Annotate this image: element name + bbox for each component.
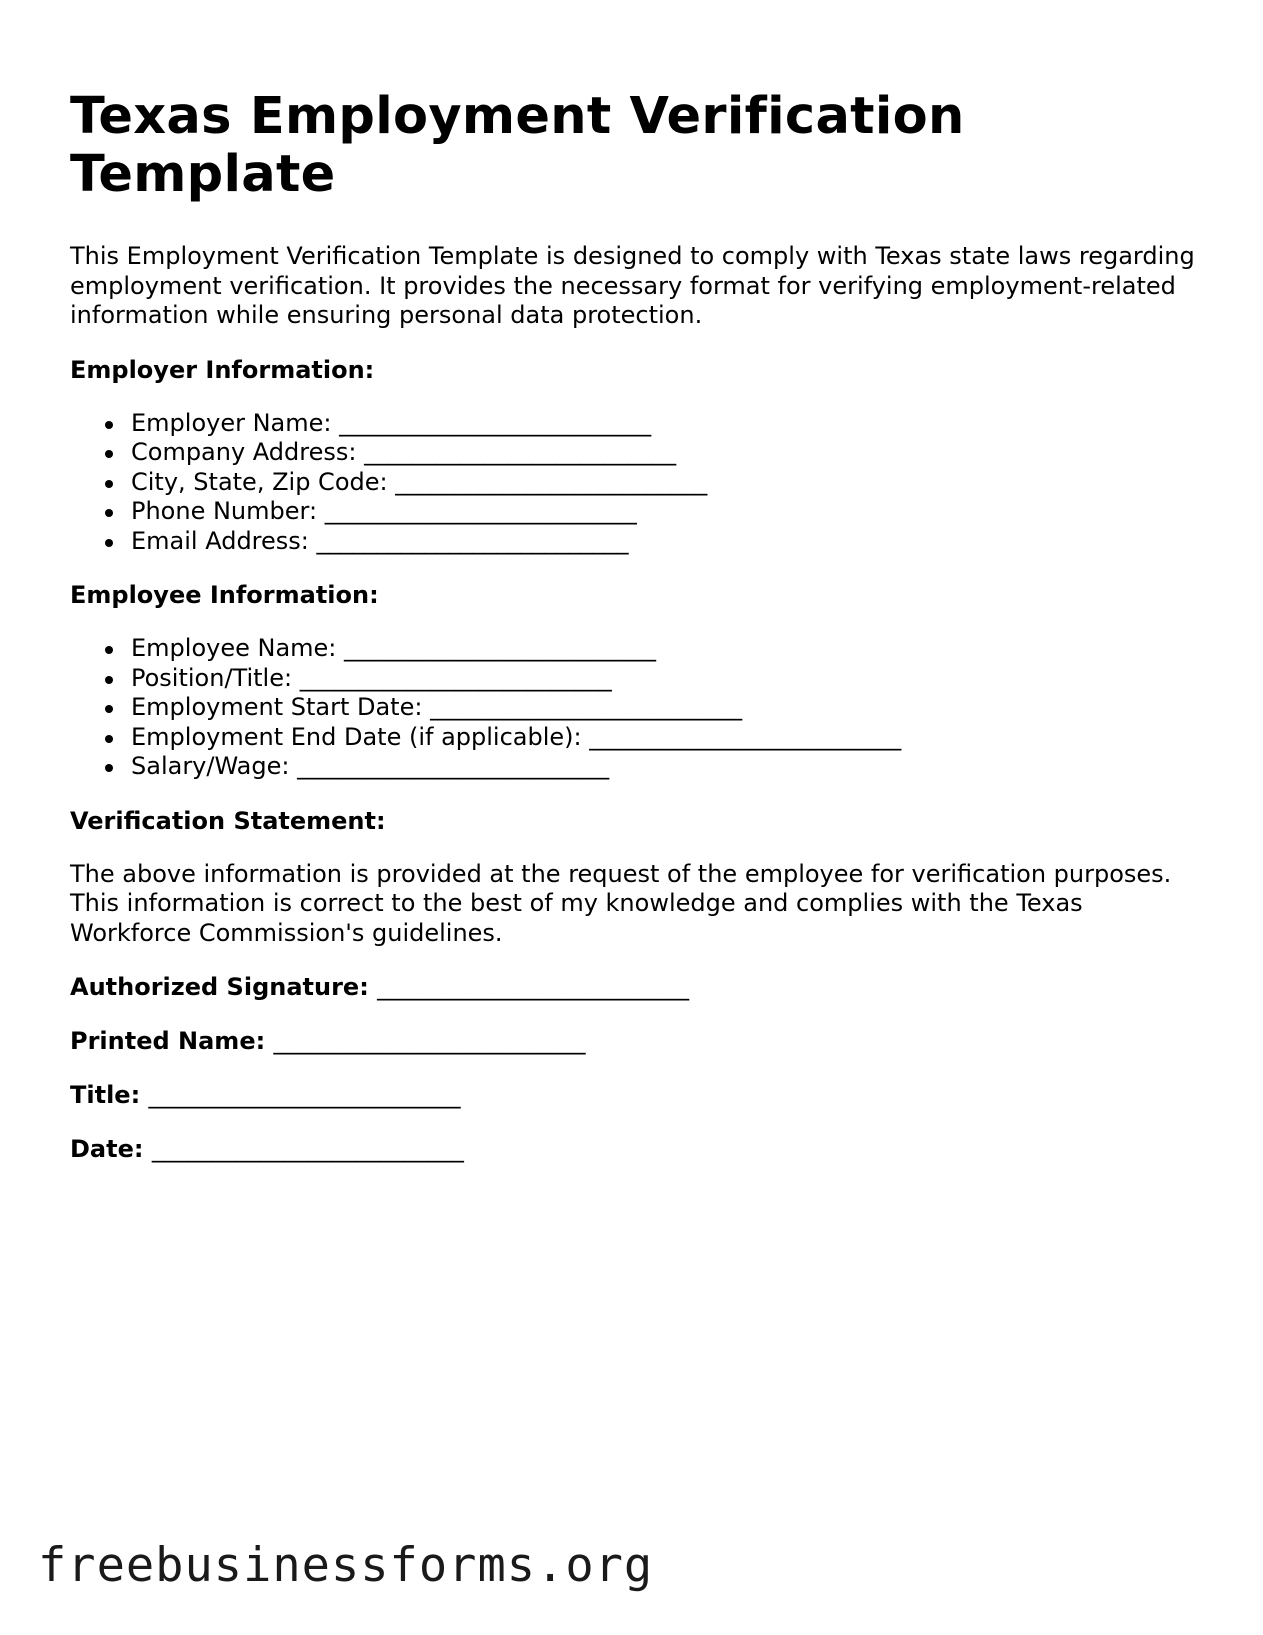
employee-name-field [70, 634, 1200, 664]
field-label: Employer Name: [131, 408, 332, 437]
company-address-field [70, 438, 1200, 468]
bullet-icon [105, 480, 113, 488]
printed-name-line [70, 1026, 1200, 1056]
field-label: Email Address: [131, 526, 309, 555]
verification-statement: The above information is provided at the request of the employee for verification purposes. This information is correct to the best of my knowledge and complies with the Texas Workforce Commission's guidelines. [70, 859, 1172, 947]
field-blank[interactable]: __________________________ [324, 497, 637, 525]
printed-name-blank[interactable]: __________________________ [273, 1027, 586, 1055]
bullet-icon [105, 676, 113, 684]
signature-label: Authorized Signature: [70, 973, 369, 1001]
bullet-icon [105, 735, 113, 743]
date-label: Date: [70, 1135, 144, 1163]
start-date-field [70, 693, 1200, 723]
verification-section-heading: Verification Statement: [70, 806, 386, 835]
bullet-icon [105, 421, 113, 429]
field-blank[interactable]: __________________________ [339, 408, 652, 437]
field-label: Phone Number: [131, 497, 318, 525]
field-label: Company Address: [131, 438, 357, 466]
intro-paragraph: This Employment Verification Template is designed to comply with Texas state laws regarding employment verification. It provides the necessary format for verifying employment-related information while ensuring personal data protection. [70, 242, 1195, 329]
document-page [70, 88, 1200, 1188]
printed-name-label: Printed Name: [70, 1027, 266, 1055]
employee-field-list [70, 634, 1200, 782]
field-blank[interactable]: __________________________ [297, 752, 610, 780]
bullet-icon [105, 705, 113, 713]
bullet-icon [105, 764, 113, 772]
bullet-icon [105, 509, 113, 517]
city-state-zip-field [70, 468, 1200, 498]
phone-number-field [70, 497, 1200, 527]
field-blank[interactable]: __________________________ [430, 693, 743, 721]
employer-section-heading: Employer Information: [70, 355, 375, 384]
field-blank[interactable]: __________________________ [589, 722, 902, 751]
employer-name-field [70, 409, 1200, 439]
position-title-field [70, 664, 1200, 694]
date-line [70, 1134, 1200, 1164]
field-blank[interactable]: __________________________ [395, 467, 708, 496]
bullet-icon [105, 450, 113, 458]
field-blank[interactable]: __________________________ [299, 663, 612, 692]
bullet-icon [105, 539, 113, 547]
title-line [70, 1080, 1200, 1110]
employee-section-heading: Employee Information: [70, 581, 379, 609]
bullet-icon [105, 646, 113, 654]
watermark-footer: freebusinessforms.org [38, 1538, 654, 1593]
field-label: Employment Start Date: [131, 693, 423, 721]
date-blank[interactable]: __________________________ [151, 1135, 464, 1163]
field-label: Position/Title: [131, 663, 293, 692]
field-blank[interactable]: __________________________ [344, 634, 657, 662]
authorized-signature-line [70, 972, 1200, 1002]
signature-blank[interactable]: __________________________ [377, 973, 690, 1001]
email-address-field [70, 527, 1200, 557]
field-label: Salary/Wage: [131, 752, 290, 780]
field-label: Employee Name: [131, 634, 337, 662]
field-label: Employment End Date (if applicable): [131, 722, 582, 751]
end-date-field [70, 723, 1200, 753]
title-label: Title: [70, 1081, 141, 1109]
salary-wage-field [70, 752, 1200, 782]
field-label: City, State, Zip Code: [131, 467, 388, 496]
field-blank[interactable]: __________________________ [316, 526, 629, 555]
field-blank[interactable]: __________________________ [364, 438, 677, 466]
page-title: Texas Employment Verification Template [70, 87, 965, 204]
title-blank[interactable]: __________________________ [148, 1081, 461, 1109]
employer-field-list [70, 409, 1200, 557]
